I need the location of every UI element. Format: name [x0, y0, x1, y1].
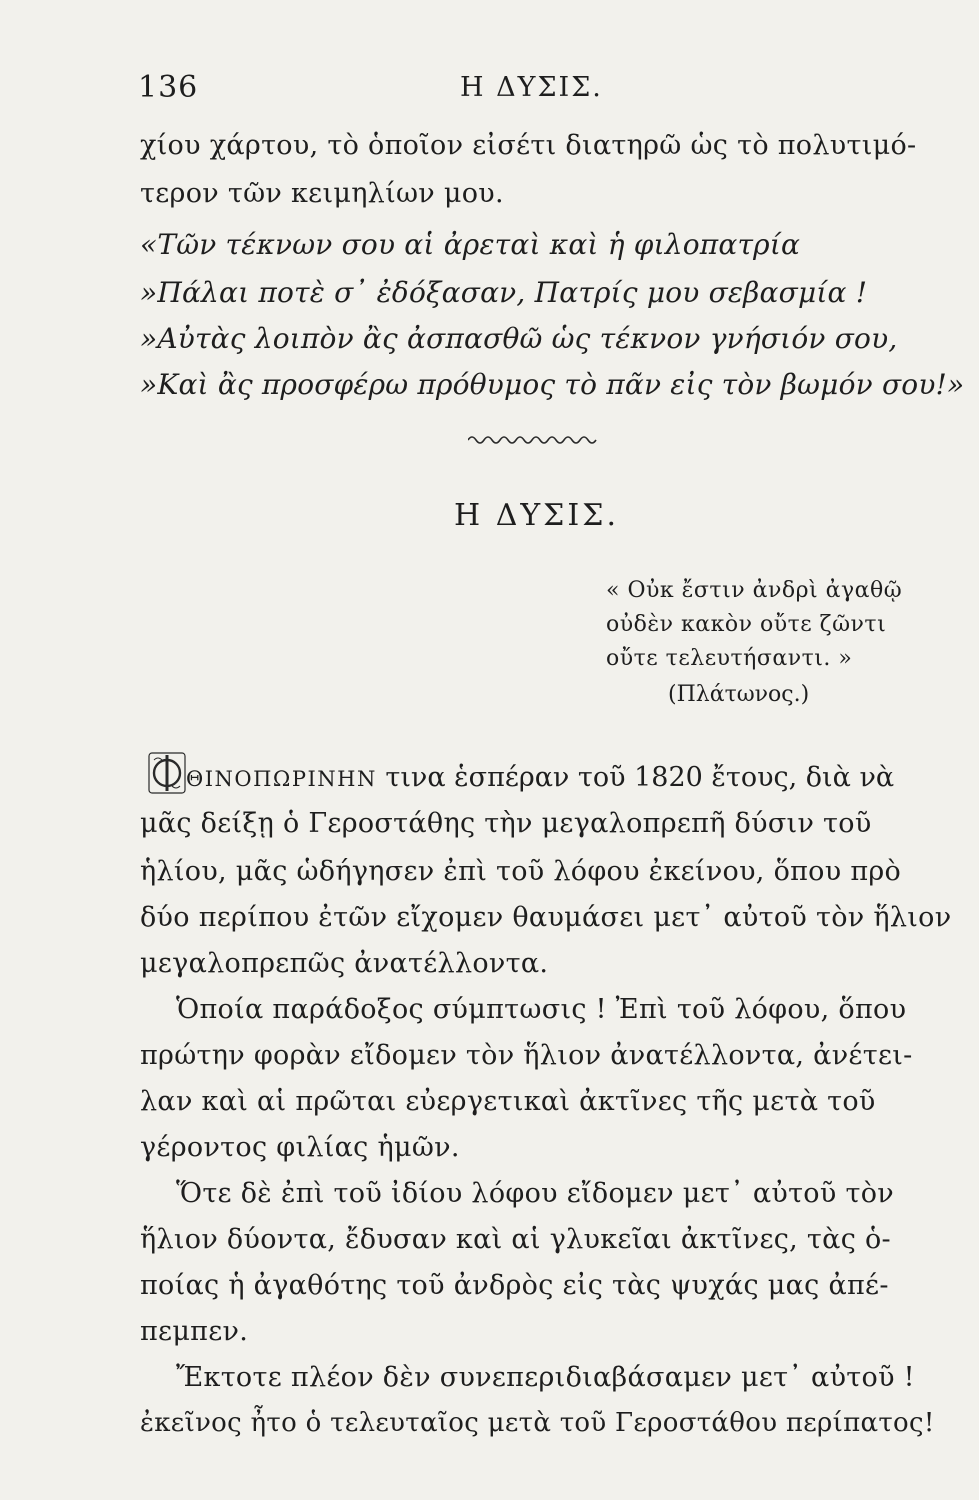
body-line: Ὅτε δὲ ἐπὶ τοῦ ἰδίου λόφου εἴδομεν μετ᾽ αὐτοῦ τὸν	[176, 1178, 894, 1209]
body-line: λαν καὶ αἱ πρῶται εὐεργετικαὶ ἀκτῖνες τῆς μετὰ τοῦ	[140, 1086, 876, 1117]
poem-line: «Τῶν τέκνων σου αἱ ἀρεταὶ καὶ ἡ φιλοπατρία	[140, 228, 801, 261]
body-line: δύο περίπου ἐτῶν εἴχομεν θαυμάσει μετ᾽ αὐτοῦ τὸν ἥλιον	[140, 902, 952, 933]
body-line: Ὁποία παράδοξος σύμπτωσις ! Ἐπὶ τοῦ λόφου, ὅπου	[176, 994, 907, 1025]
body-line: ἐκεῖνος ἦτο ὁ τελευταῖος μετὰ τοῦ Γεροστάθου περίπατος!	[140, 1408, 935, 1438]
carryover-line: τερον τῶν κειμηλίων μου.	[140, 178, 504, 209]
first-line-rest: τινα ἑσπέραν τοῦ 1820 ἔτους, διὰ νὰ	[376, 762, 895, 793]
epigraph-source: (Πλάτωνος.)	[668, 682, 810, 707]
body-line: πρώτην φορὰν εἴδομεν τὸν ἥλιον ἀνατέλλοντα, ἀνέτει-	[140, 1040, 913, 1071]
poem-line: »Πάλαι ποτὲ σ᾽ ἐδόξασαν, Πατρίς μου σεβασμία !	[140, 276, 868, 309]
decorated-initial-icon	[148, 752, 186, 794]
wavy-rule-ornament-icon	[468, 432, 598, 448]
body-line: ἡλίου, μᾶς ὡδήγησεν ἐπὶ τοῦ λόφου ἐκείνου, ὅπου πρὸ	[140, 856, 902, 887]
body-line: ποίας ἡ ἀγαθότης τοῦ ἀνδρὸς εἰς τὰς ψυχάς μας ἀπέ-	[140, 1270, 889, 1301]
poem-line: »Καὶ ἂς προσφέρω πρόθυμος τὸ πᾶν εἰς τὸν βωμόν σου!»	[140, 368, 965, 401]
first-line-small-caps: ΘΙΝΟΠΩΡΙΝΗΝ	[186, 767, 377, 791]
epigraph-line: οὐδὲν κακὸν οὔτε ζῶντι	[606, 612, 887, 637]
body-line: πεμπεν.	[140, 1316, 249, 1347]
body-line: Ἔκτοτε πλέον δὲν συνεπεριδιαβάσαμεν μετ᾽ αὐτοῦ !	[176, 1362, 915, 1393]
page-number: 136	[138, 70, 199, 105]
chapter-title: Η ΔΥΣΙΣ.	[454, 498, 619, 533]
body-line: μεγαλοπρεπῶς ἀνατέλλοντα.	[140, 948, 549, 979]
poem-line: »Αὐτὰς λοιπὸν ἂς ἀσπασθῶ ὡς τέκνον γνήσιόν σου,	[140, 322, 898, 355]
body-line: μᾶς δείξῃ ὁ Γεροστάθης τὴν μεγαλοπρεπῆ δύσιν τοῦ	[140, 808, 872, 839]
body-line: ἥλιον δύοντα, ἔδυσαν καὶ αἱ γλυκεῖαι ἀκτῖνες, τὰς ὁ-	[140, 1224, 891, 1255]
first-line	[186, 762, 894, 793]
running-head-title: Η ΔΥΣΙΣ.	[460, 72, 603, 103]
body-line: γέροντος φιλίας ἡμῶν.	[140, 1132, 460, 1163]
epigraph-line: οὔτε τελευτήσαντι. »	[606, 646, 853, 671]
carryover-line: χίου χάρτου, τὸ ὁποῖον εἰσέτι διατηρῶ ὡς τὸ πολυτιμό-	[140, 130, 917, 161]
running-head	[138, 70, 928, 110]
epigraph-line: « Οὐκ ἔστιν ἀνδρὶ ἀγαθῷ	[606, 578, 903, 603]
